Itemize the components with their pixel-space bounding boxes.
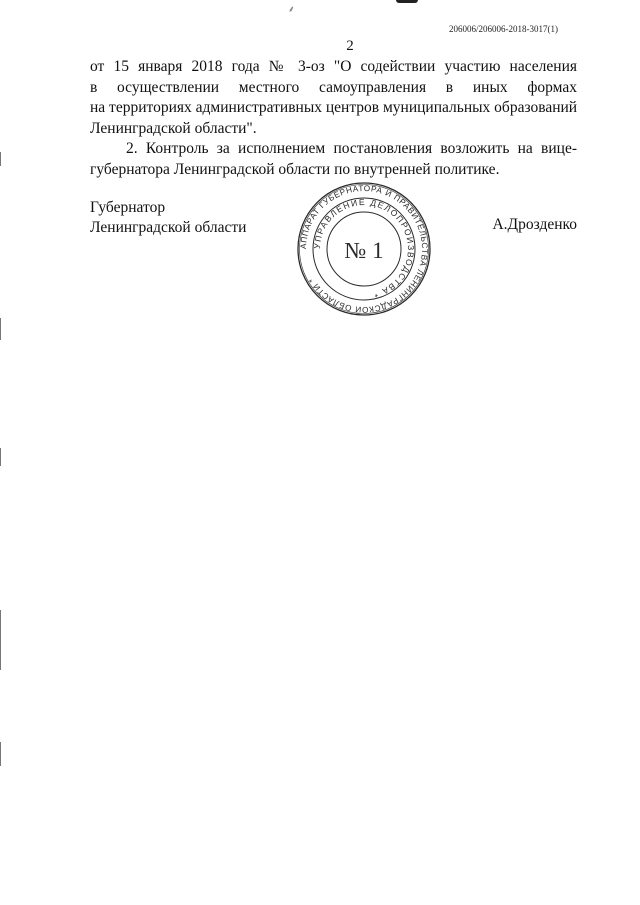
- scan-edge-mark-5: [0, 742, 1, 766]
- document-id: 206006/206006-2018-3017(1): [449, 24, 558, 34]
- scan-edge-mark-4: [0, 610, 1, 670]
- body-line-1: от 15 января 2018 года № 3-оз "О содействии участию населения: [90, 58, 577, 75]
- body-line-3: на территориях административных центров муниципальных образований: [90, 99, 578, 116]
- stamp-graphic: [296, 181, 432, 317]
- signatory-title: [90, 198, 246, 238]
- scan-artifact-mark: ⸙: [288, 4, 295, 14]
- signatory-title-line-2: Ленинградской области: [90, 219, 247, 236]
- official-stamp: [296, 181, 432, 317]
- body-line-6: губернатора Ленинградской области по внутренней политике.: [90, 160, 500, 178]
- stamp-center-number: № 1: [344, 238, 384, 263]
- document-body: [90, 57, 577, 180]
- body-line-2: в осуществлении местного самоуправления в иных формах: [90, 78, 577, 96]
- page-number: 2: [346, 38, 354, 54]
- stamp-outer-text: АППАРАТ ГУБЕРНАТОРА И ПРАВИТЕЛЬСТВА ЛЕНИНГРАДСКОЙ ОБЛАСТИ *: [298, 183, 430, 315]
- body-line-5: 2. Контроль за исполнением постановления возложить на вице-: [126, 140, 577, 157]
- scan-edge-mark-3: [0, 448, 1, 466]
- signatory-name: А.Дрозденко: [492, 216, 577, 233]
- scan-artifact-blot: [396, 0, 418, 3]
- body-line-4: Ленинградской области".: [90, 119, 257, 137]
- scan-edge-mark-2: [0, 318, 1, 340]
- scan-edge-mark-1: [0, 152, 1, 166]
- signatory-title-line-1: Губернатор: [90, 199, 166, 216]
- stamp-inner-text: УПРАВЛЕНИЕ ДЕЛОПРОИЗВОДСТВА *: [311, 196, 417, 301]
